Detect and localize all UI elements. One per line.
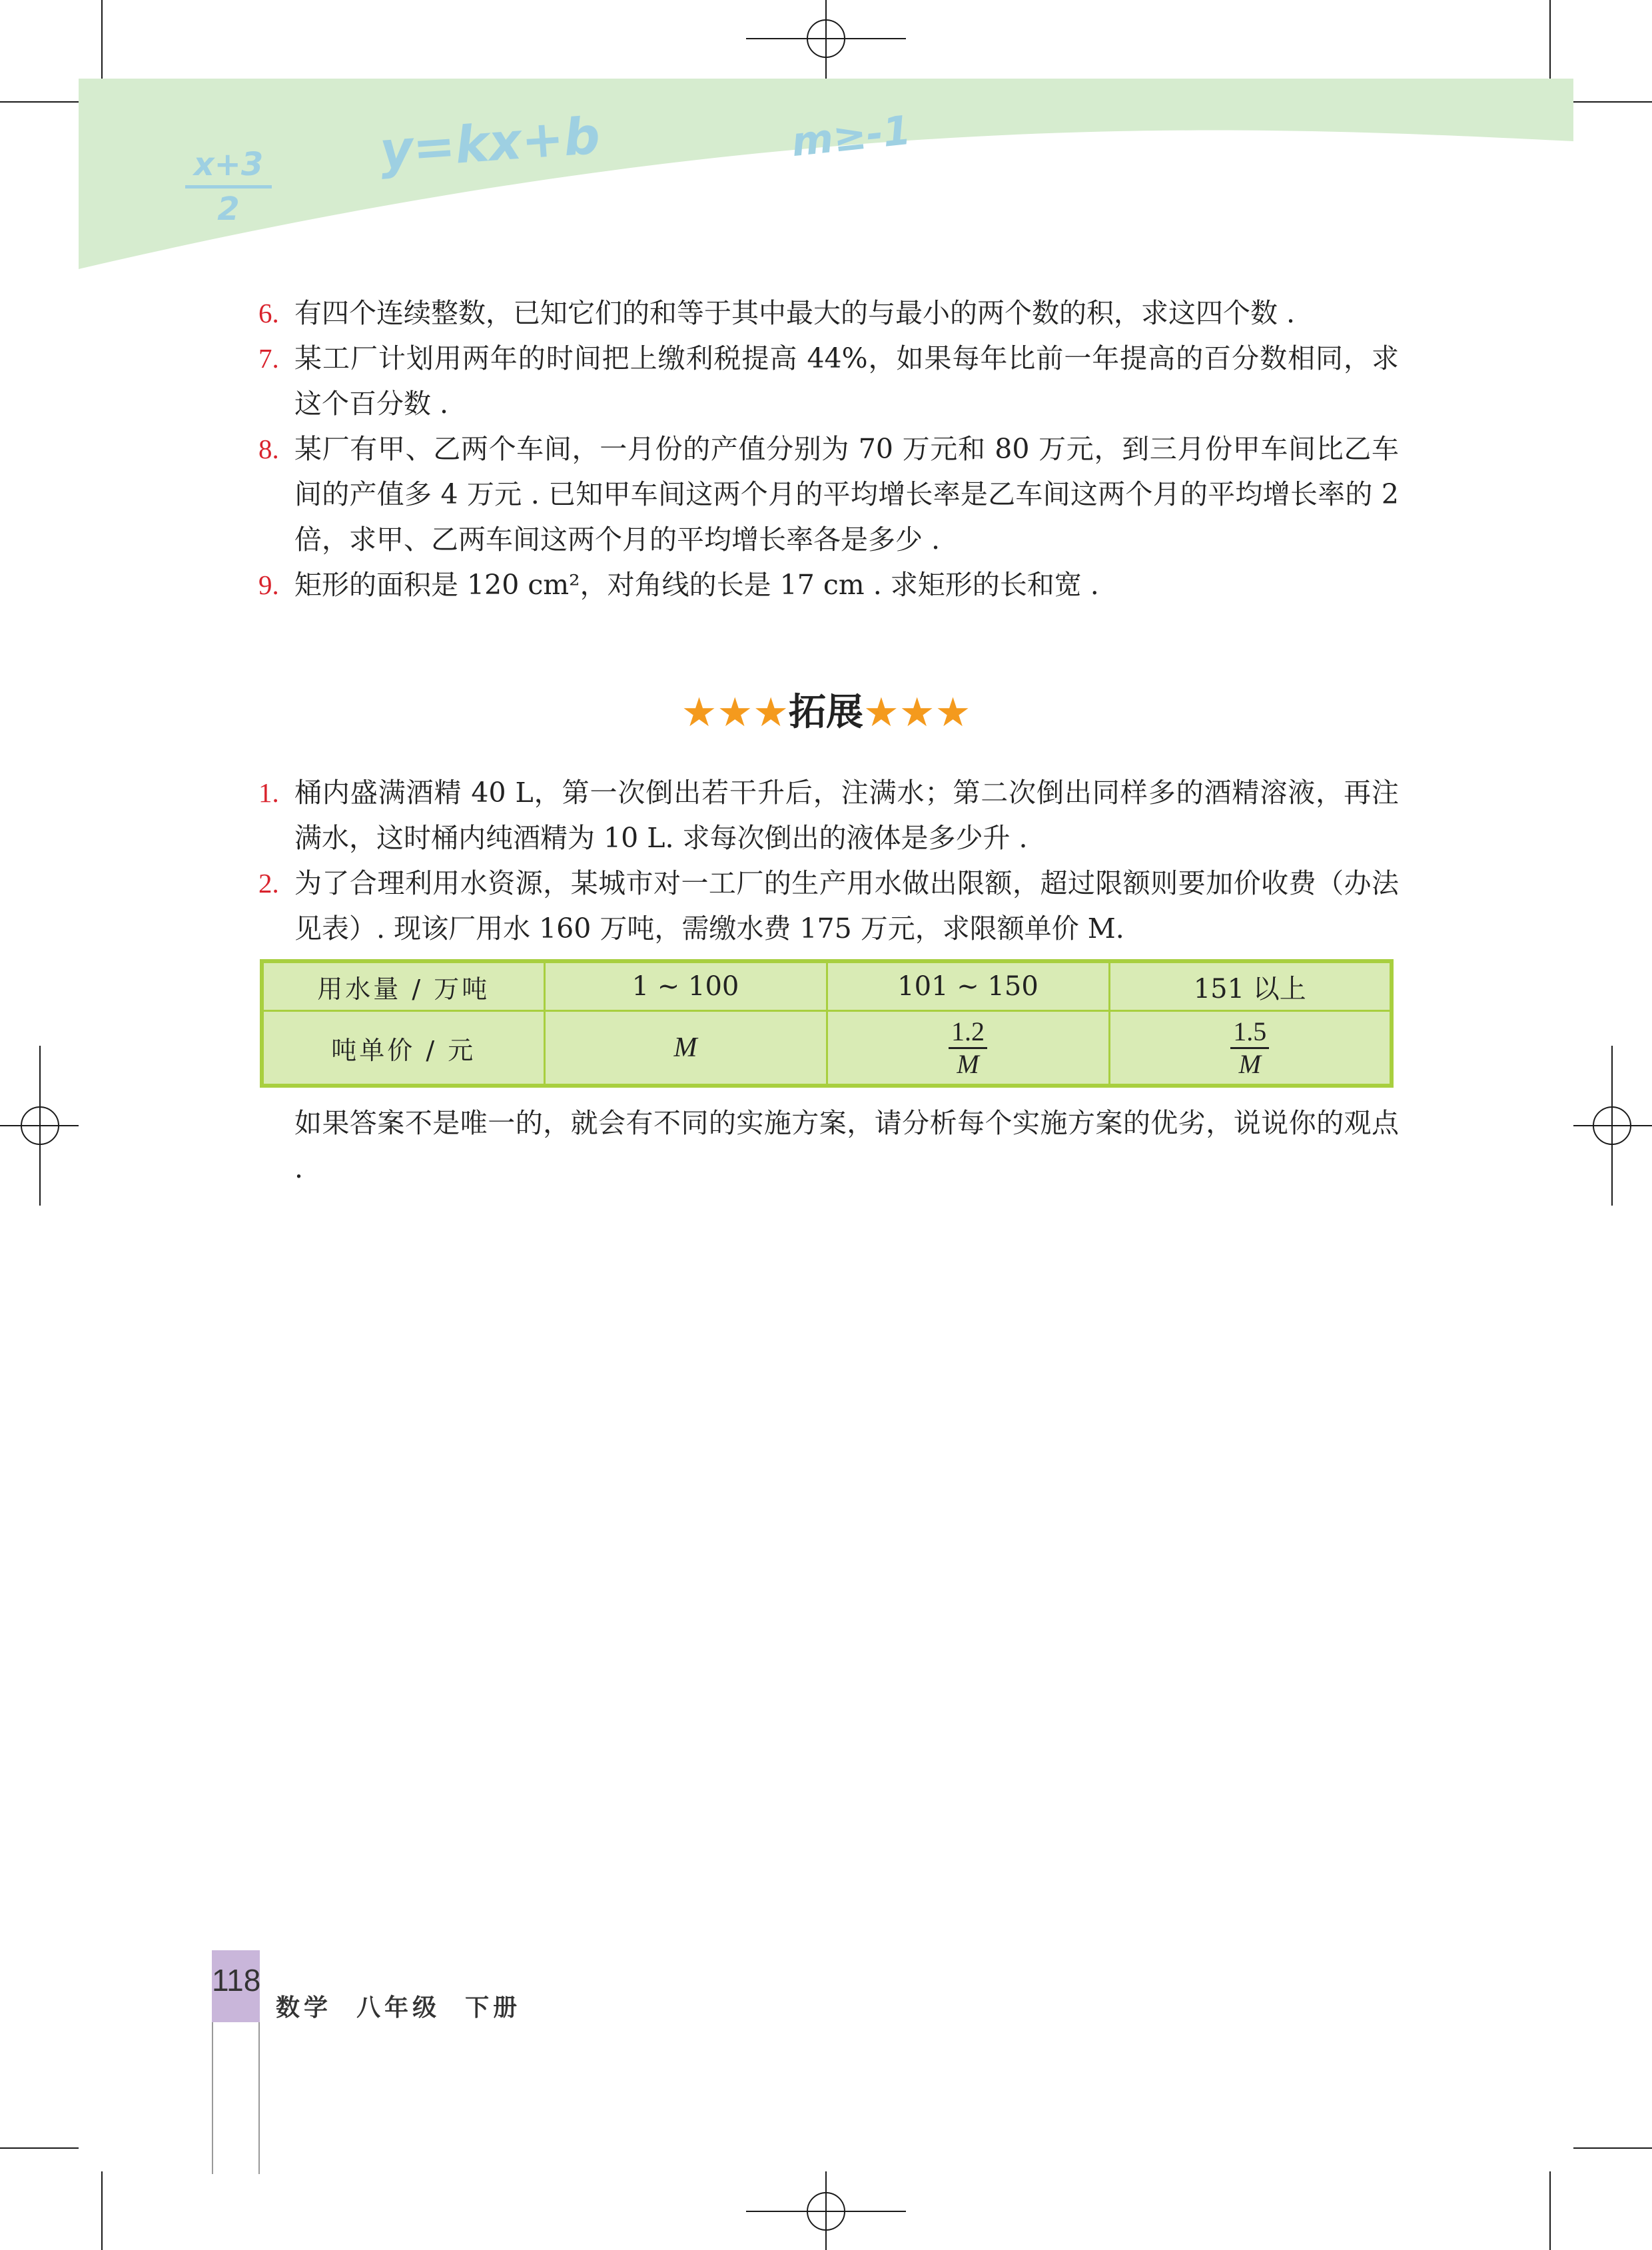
problem-list-top (258, 290, 1399, 607)
table-fraction (949, 1016, 987, 1080)
footer-rule-right (258, 2022, 260, 2174)
table-value-m: M (673, 1032, 697, 1063)
table-header-label: 用水量 / 万吨 (317, 974, 490, 1004)
crop-mark (101, 2171, 103, 2250)
problem-item (258, 562, 1399, 607)
table-cell (1109, 1011, 1392, 1086)
registration-mark-bottom (746, 2170, 906, 2250)
problem-text: 某厂有甲、乙两个车间，一月份的产值分别为 70 万元和 80 万元，到三月份甲车间比乙车间的产值多 4 万元 . 已知甲车间这两个月的平均增长率是乙车间这两个月的平均增长率的 2 倍，求甲、乙两车间这两个月的平均增长率各是多少 . (294, 433, 1399, 556)
table-cell (262, 961, 544, 1011)
table-row (262, 961, 1392, 1011)
problem-item (258, 770, 1399, 861)
problem-number: 6. (258, 298, 279, 328)
table-cell: 1 ~ 100 (544, 961, 827, 1011)
problem-text: 某工厂计划用两年的时间把上缴利税提高 44%，如果每年比前一年提高的百分数相同，求这个百分数 . (294, 342, 1399, 420)
water-price-table (260, 959, 1394, 1088)
table-fraction (1230, 1016, 1269, 1080)
table-row-label: 吨单价 / 元 (331, 1035, 476, 1065)
fraction-numerator: 1.5 (1230, 1016, 1269, 1049)
banner-formula-linear: y=kx+b (378, 105, 602, 181)
banner-formula-inequality: m≥-1 (789, 107, 913, 167)
table-cell: 101 ~ 150 (827, 961, 1109, 1011)
page-number: 118 (212, 1963, 261, 1998)
crop-mark (1573, 2147, 1652, 2149)
problem-number: 7. (258, 343, 279, 374)
table-cell (262, 1011, 544, 1086)
problem-text: 为了合理利用水资源，某城市对一工厂的生产用水做出限额，超过限额则要加价收费（办法见表）. 现该厂用水 160 万吨，需缴水费 175 万元，求限额单价 M. (294, 867, 1399, 944)
fraction-denominator: M (957, 1048, 979, 1079)
closing-note-block (258, 1100, 1399, 1191)
table-cell (544, 1011, 827, 1086)
problem-number: 1. (258, 777, 279, 808)
section-title: 拓展 (789, 691, 863, 734)
crop-mark (1549, 2171, 1551, 2250)
closing-note: 如果答案不是唯一的，就会有不同的实施方案，请分析每个实施方案的优劣，说说你的观点 . (294, 1107, 1399, 1184)
problem-item (258, 426, 1399, 562)
fraction-denominator: M (1238, 1048, 1261, 1079)
problem-item (258, 861, 1399, 951)
problem-text: 有四个连续整数，已知它们的和等于其中最大的与最小的两个数的积，求这四个数 . (294, 297, 1296, 329)
problem-list-extension (258, 770, 1399, 951)
star-icon-group-left: ★★★ (681, 689, 789, 736)
problem-number: 8. (258, 434, 279, 464)
crop-mark (0, 2147, 79, 2149)
problem-item (258, 290, 1399, 336)
book-title: 数学 八年级 下册 (276, 1994, 522, 2022)
problem-number: 9. (258, 569, 279, 600)
problem-text: 矩形的面积是 120 cm²，对角线的长是 17 cm . 求矩形的长和宽 . (294, 569, 1099, 601)
star-icon-group-right: ★★★ (863, 689, 971, 736)
registration-mark-right (1572, 1046, 1652, 1206)
problem-text: 桶内盛满酒精 40 L，第一次倒出若干升后，注满水；第二次倒出同样多的酒精溶液，再注满水，这时桶内纯酒精为 10 L. 求每次倒出的液体是多少升 . (294, 777, 1399, 854)
banner-formula-fraction (185, 145, 272, 228)
fraction-numerator: 1.2 (949, 1016, 987, 1049)
banner-formula-numerator: x+3 (185, 145, 272, 188)
registration-mark-left (0, 1046, 80, 1206)
banner-formula-denominator: 2 (217, 190, 240, 228)
problem-item (258, 336, 1399, 426)
problem-number: 2. (258, 868, 279, 899)
table-row (262, 1011, 1392, 1086)
section-heading (0, 686, 1652, 739)
table-cell (827, 1011, 1109, 1086)
table-cell: 151 以上 (1109, 961, 1392, 1011)
